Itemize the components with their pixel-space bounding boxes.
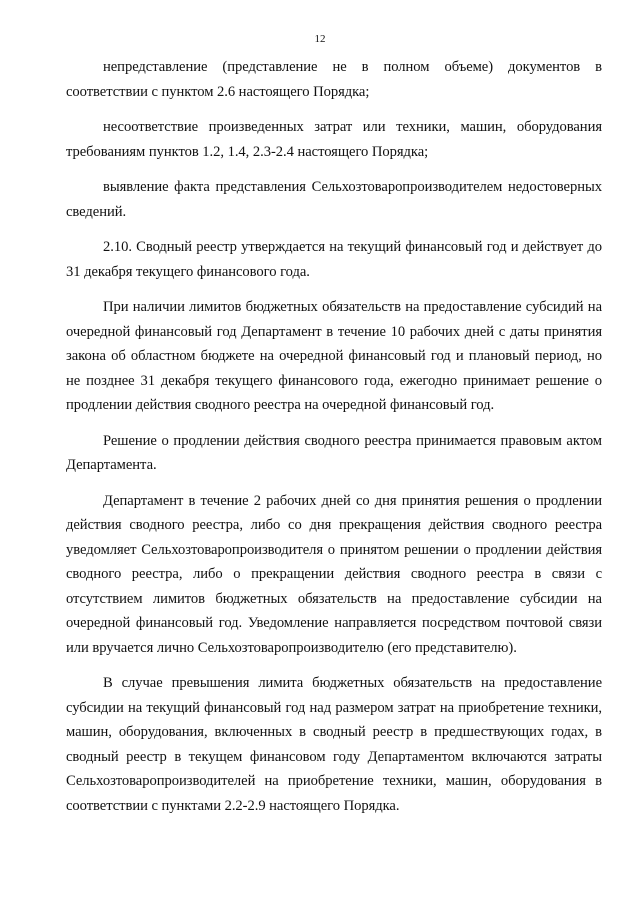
paragraph-notification: Департамент в течение 2 рабочих дней со дня принятия решения о продлении действия сводного реестра, либо со дня прекращения действия сводного реестра уведомляет Сельхозтоваропроизводителя о принятом решении о продлении действия сводного реестра, либо о прекращении действия сводного реестра в связи с отсутствием лимитов бюджетных обязательств на предоставление субсидии на очередной финансовый год. Уведомление направляется посредством почтовой связи или вручается лично Сельхозтоваропроизводителю (его представителю). [66, 492, 602, 656]
paragraph-2-10: 2.10. Сводный реестр утверждается на текущий финансовый год и действует до 31 декабря текущего финансового года. [66, 239, 602, 280]
document-body [66, 55, 602, 829]
paragraph-limits: При наличии лимитов бюджетных обязательств на предоставление субсидий на очередной финансовый год Департамент в течение 10 рабочих дней с даты принятия закона об областном бюджете на очередной финансовый год и плановый период, но не позднее 31 декабря текущего финансового года, ежегодно принимает решение о продлении действия сводного реестра на очередной финансовый год. [66, 299, 602, 413]
paragraph-noncompliance: несоответствие произведенных затрат или техники, машин, оборудования требованиям пунктов 1.2, 1.4, 2.3-2.4 настоящего Порядка; [66, 119, 602, 160]
paragraph-excess: В случае превышения лимита бюджетных обязательств на предоставление субсидии на текущий финансовый год над размером затрат на приобретение техники, машин, оборудования, включенных в сводный реестр в предшествующих годах, в сводный реестр в текущем финансовом году Департаментом включаются затраты Сельхозтоваропроизводителей на приобретение техники, машин, оборудования в соответствии с пунктами 2.2-2.9 настоящего Порядка. [66, 675, 602, 814]
page-number: 12 [314, 33, 326, 45]
paragraph-nonsubmission: непредставление (представление не в полном объеме) документов в соответствии с пунктом 2.6 настоящего Порядка; [66, 59, 602, 100]
paragraph-false-info: выявление факта представления Сельхозтоваропроизводителем недостоверных сведений. [66, 179, 602, 220]
paragraph-decision: Решение о продлении действия сводного реестра принимается правовым актом Департамента. [66, 432, 602, 473]
